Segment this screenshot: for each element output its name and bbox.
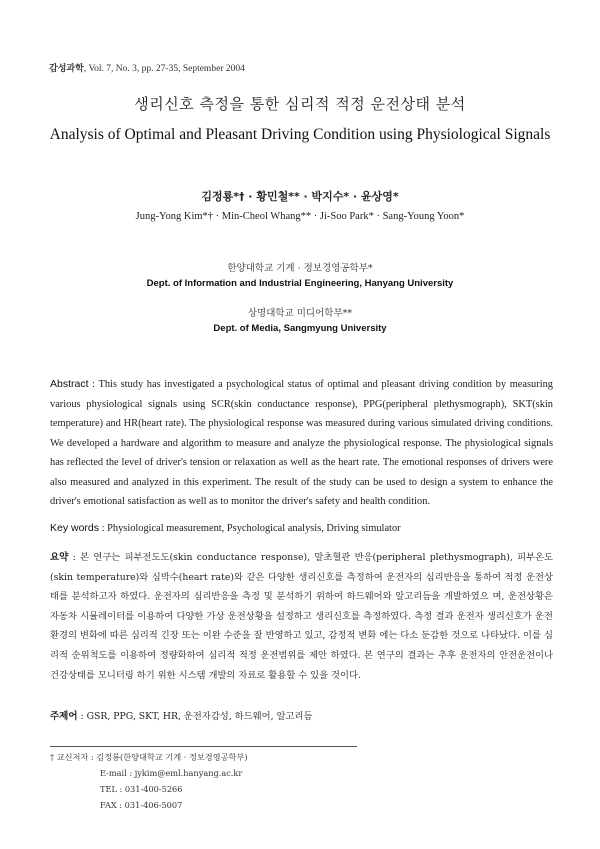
korean-abstract-line: 결과 운전자 생리신호가 운전환경의 변화에 따른 심리적 긴장 또는 이완 수준을 잘 반영하고 있고, 감정적 변화 [50,610,553,642]
footnote-corresponding-author: † 교신저자 : 김정룡(한양대학교 기계 · 정보경영공학부) [50,752,248,762]
authors-english: Jung-Yong Kim*† · Min-Cheol Whang** · Ji-Soo Park* · Sang-Young Yoon* [135,211,465,222]
journal-volume-info: , Vol. 7, No. 3, pp. 27-35, September 2004 [83,64,245,74]
abstract-line: analyze the physiological response. The physiological signals has reflected the level of driver's tension or [50,437,553,468]
footnote-divider [50,746,357,747]
affiliation-2-korean: 상명대학교 미디어학부** [247,308,353,319]
korean-keywords-label: 주제어 [50,711,78,722]
korean-abstract-line: 운전상태를 분석하고자 하였다. 운전자의 심리반응을 측정 및 분석하기 위하여 하드웨어와 알고리듬을 개발하였으 [50,571,553,603]
abstract-line: relaxation as well as the heart rate. The emotional responses of drivers were also measured and analyzed [50,457,553,488]
title-korean: 생리신호 측정을 통한 심리적 적정 운전상태 분석 [134,95,466,113]
affiliation-1-korean: 한양대학교 기계 · 정보경영공학부* [227,263,373,274]
footnote-tel: TEL : 031-400-5266 [100,784,183,794]
abstract-line: satisfaction as well as to monitor the driver's safety and health condition. [127,496,431,507]
korean-abstract-line: 며, 운전상황은 자동차 시뮬레이터를 이용하여 다양한 가상 운전상황을 설정하고 생리신호를 측정하였다. 측정 [50,591,553,622]
keywords [50,522,553,534]
korean-keywords-text: : GSR, PPG, SKT, HR, 운전자감성, 하드웨어, 알고리듬 [77,711,313,722]
abstract-line: in this experiment. The result of the study can be used to design a system to enhance the driver's emotional [50,476,554,507]
journal-name: 감성과학 [49,64,84,74]
korean-abstract [50,548,553,685]
korean-keywords [50,708,553,722]
korean-abstract-line: 활용할 수 있을 것이다. [268,669,361,681]
korean-abstract-line: : 본 연구는 피부전도도(skin conductance response), 말초혈관 반응(peripheral plethysmograph), 피부온도 [68,552,553,563]
korean-abstract-line: (skin temperature)와 심박수(heart rate)와 같은 다양한 생리신호를 측정하여 운전자의 심리반응을 통하여 적정 [50,571,523,583]
abstract-line: : This study has investigated a psychological status of optimal and pleasant driving condition by [88,379,507,390]
abstract-line: measuring various physiological signals using SCR(skin conductance response), PPG(peripheral [50,379,553,410]
korean-abstract-line: 에는 다소 둔감한 것으로 나타났다. 이를 심리적 순위척도를 이용하여 정량화하여 심리적 적정 운전범위를 제안 [50,630,553,661]
footnote-fax: FAX : 031-406-5007 [100,800,183,810]
abstract-label: Abstract [50,378,89,390]
keywords-label: Key words [50,522,100,534]
affiliation-2-english: Dept. of Media, Sangmyung University [213,323,387,334]
korean-abstract-line: 하였다. 본 연구의 결과는 추후 운전자의 안전운전이나 건강상태를 모니터링 하기 위한 시스템 개발의 자료로 [50,649,554,681]
abstract [50,375,553,512]
footnote-email: E-mail : jykim@eml.hanyang.ac.kr [100,768,243,778]
abstract-line: during various simulated driving conditions. We developed a hardware and algorithm to measure and [50,418,553,449]
authors-korean: 김정룡*† · 황민철** · 박지수* · 윤상영* [201,190,399,203]
affiliation-1-english: Dept. of Information and Industrial Engineering, Hanyang University [146,278,454,289]
abstract-line: plethysmograph), SKT(skin temperature) and HR(heart rate). The physiological response was measured [50,398,553,429]
journal-citation [49,61,245,74]
korean-abstract-label: 요약 [50,552,69,563]
keywords-text: : Physiological measurement, Psychological analysis, Driving simulator [99,523,401,534]
title-english: Analysis of Optimal and Pleasant Driving Condition using Physiological Signals [49,126,551,143]
